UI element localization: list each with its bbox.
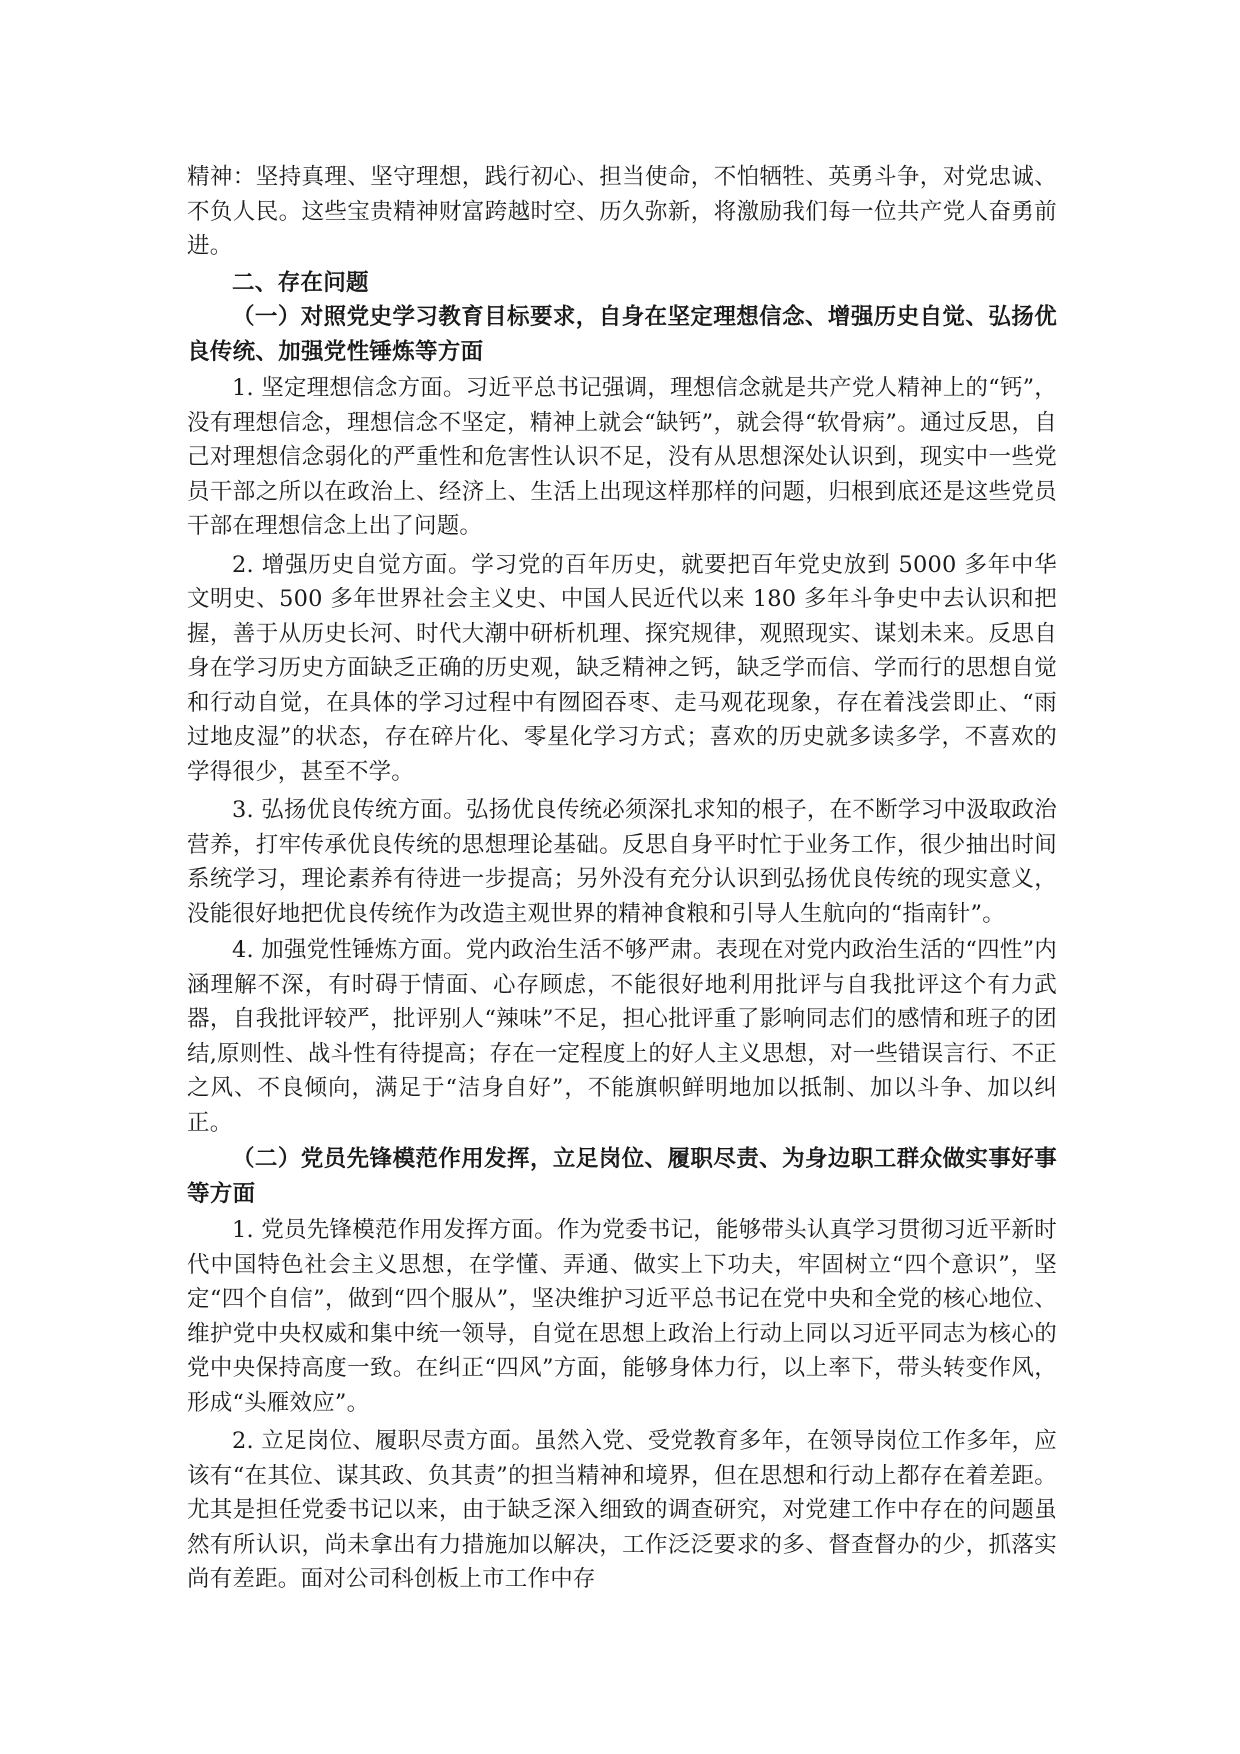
paragraph-fine-traditions: 3. 弘扬优良传统方面。弘扬优良传统必须深扎求知的根子，在不断学习中汲取政治营养，打牢传承优良传统的思想理论基础。反思自身平时忙于业务工作，很少抽出时间系统学习，理论素养有待进一步提高；另外没有充分认识到弘扬优良传统的现实意义，没能很好地把优良传统作为改造主观世界的精神食粮和引导人生航向的“指南针”。	[187, 797, 1057, 927]
subsection-heading-2: （二）党员先锋模范作用发挥，立足岗位、履职尽责、为身边职工群众做实事好事等方面	[187, 1146, 1057, 1207]
subsection-heading-1: （一）对照党史学习教育目标要求，自身在坚定理想信念、增强历史自觉、弘扬优良传统、加强党性锤炼等方面	[187, 304, 1057, 365]
section-heading-existing-problems: 二、存在问题	[232, 269, 369, 296]
paragraph-spirit-continuation: 精神：坚持真理、坚守理想，践行初心、担当使命，不怕牺牲、英勇斗争，对党忠诚、不负人民。这些宝贵精神财富跨越时空、历久弥新，将激励我们每一位共产党人奋勇前进。	[187, 164, 1057, 259]
paragraph-party-spirit: 4. 加强党性锤炼方面。党内政治生活不够严肃。表现在对党内政治生活的“四性”内涵理解不深，有时碍于情面、心存顾虑，不能很好地利用批评与自我批评这个有力武器，自我批评较严，批评别人“辣味”不足，担心批评重了影响同志们的感情和班子的团结,原则性、战斗性有待提高；存在一定程度上的好人主义思想，对一些错误言行、不正之风、不良倾向，满足于“洁身自好”，不能旗帜鲜明地加以抵制、加以斗争、加以纠正。	[187, 937, 1057, 1136]
paragraph-duty-performance: 2. 立足岗位、履职尽责方面。虽然入党、受党教育多年，在领导岗位工作多年，应该有“在其位、谋其政、负其责”的担当精神和境界，但在思想和行动上都存在着差距。尤其是担任党委书记以来，由于缺乏深入细致的调查研究，对党建工作中存在的问题虽然有所认识，尚未拿出有力措施加以解决，工作泛泛要求的多、督查督办的少，抓落实尚有差距。面对公司科创板上市工作中存	[187, 1428, 1057, 1592]
paragraph-ideals-belief: 1. 坚定理想信念方面。习近平总书记强调，理想信念就是共产党人精神上的“钙”，没有理想信念，理想信念不坚定，精神上就会“缺钙”，就会得“软骨病”。通过反思，自己对理想信念弱化的严重性和危害性认识不足，没有从思想深处认识到，现实中一些党员干部之所以在政治上、经济上、生活上出现这样那样的问题，归根到底还是这些党员干部在理想信念上出了问题。	[187, 375, 1057, 539]
paragraph-vanguard-role: 1. 党员先锋模范作用发挥方面。作为党委书记，能够带头认真学习贯彻习近平新时代中国特色社会主义思想，在学懂、弄通、做实上下功夫，牢固树立“四个意识”，坚定“四个自信”，做到“四个服从”，坚决维护习近平总书记在党中央和全党的核心地位、维护党中央权威和集中统一领导，自觉在思想上政治上行动上同以习近平同志为核心的党中央保持高度一致。在纠正“四风”方面，能够身体力行，以上率下，带头转变作风，形成“头雁效应”。	[187, 1217, 1057, 1416]
paragraph-historical-consciousness: 2. 增强历史自觉方面。学习党的百年历史，就要把百年党史放到 5000 多年中华文明史、500 多年世界社会主义史、中国人民近代以来 180 多年斗争史中去认识和把握，善于从历史长河、时代大潮中研析机理、探究规律，观照现实、谋划未来。反思自身在学习历史方面缺乏正确的历史观，缺乏精神之钙，缺乏学而信、学而行的思想自觉和行动自觉，在具体的学习过程中有囫囵吞枣、走马观花现象，存在着浅尝即止、“雨过地皮湿”的状态，存在碎片化、零星化学习方式；喜欢的历史就多读多学，不喜欢的学得很少，甚至不学。	[187, 551, 1057, 785]
